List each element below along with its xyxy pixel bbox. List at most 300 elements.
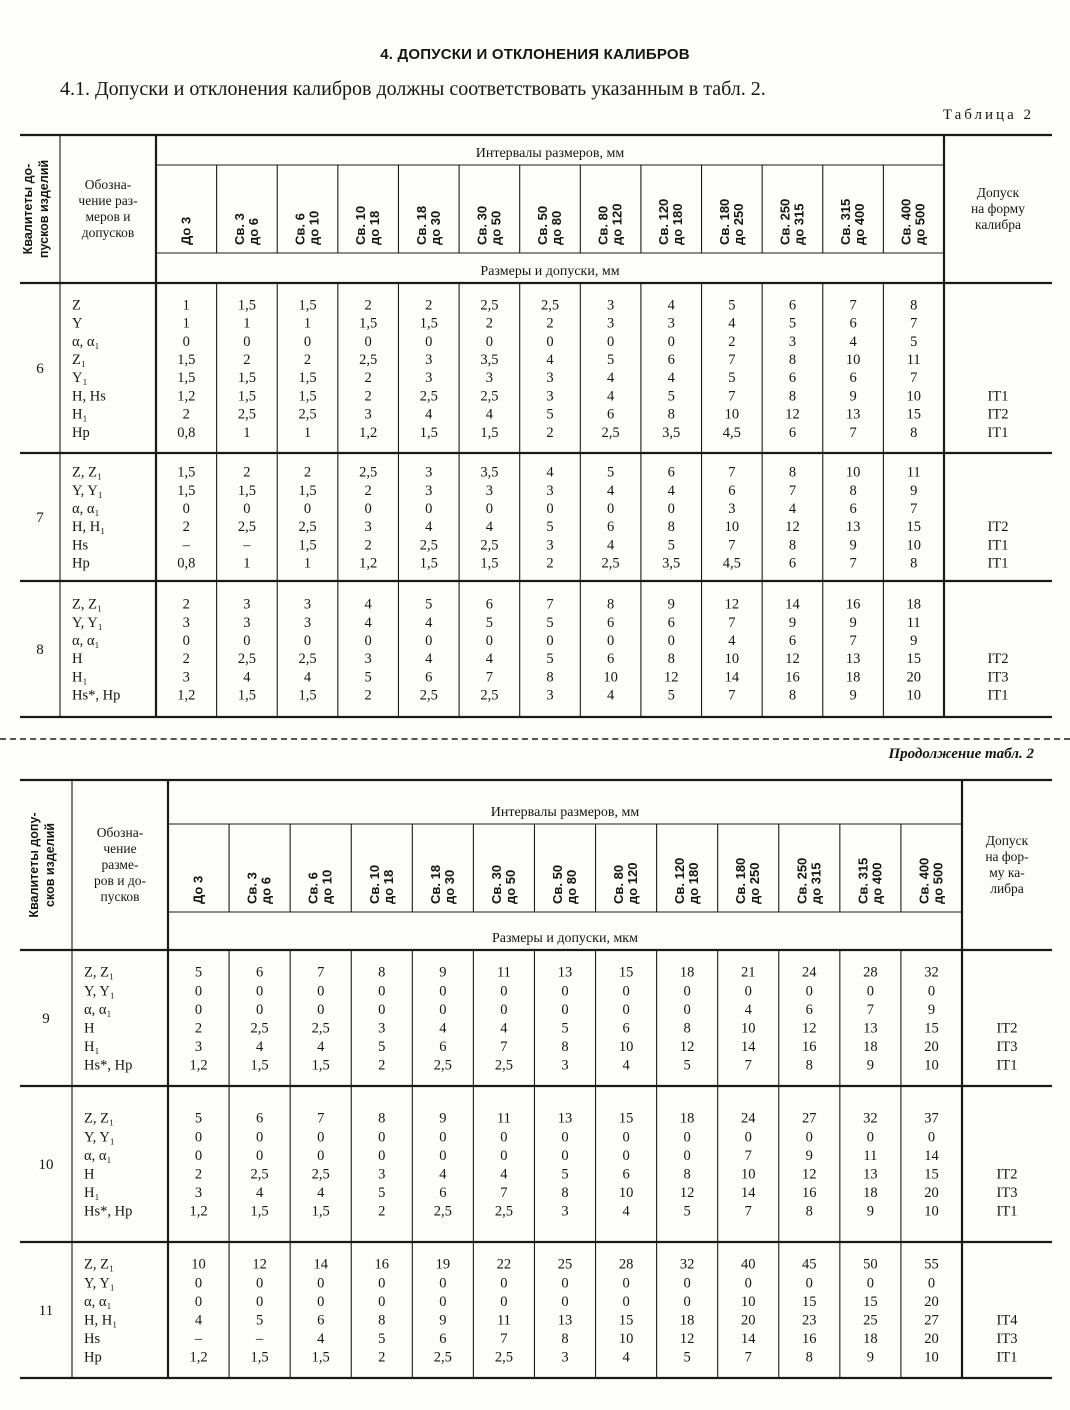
value-cell: 1,5 xyxy=(359,315,378,332)
value-cell: 2,5 xyxy=(298,651,317,668)
value-cell: 0 xyxy=(439,1129,447,1146)
value-cell: 11 xyxy=(863,1147,878,1164)
value-cell: 0 xyxy=(317,983,325,1000)
value-cell: 4 xyxy=(485,651,494,668)
value-cell: 3 xyxy=(303,596,312,613)
value-cell: 10 xyxy=(924,1057,939,1074)
value-cell: 4 xyxy=(485,519,494,536)
designation-cell: α, α₁ xyxy=(84,1001,112,1018)
value-cell: 23 xyxy=(802,1312,817,1329)
header-interval-label: Св. 3 xyxy=(244,872,260,904)
value-cell: 1,5 xyxy=(480,424,499,441)
value-cell: 20 xyxy=(924,1331,939,1348)
value-cell: 2 xyxy=(378,1203,386,1220)
designation-cell: Y, Y₁ xyxy=(84,1129,115,1146)
value-cell: 0 xyxy=(255,1129,264,1146)
header-interval-label: Св. 400 xyxy=(898,198,914,245)
value-cell: 2 xyxy=(364,370,372,387)
value-cell: 2,5 xyxy=(237,519,256,536)
value-cell: 5 xyxy=(364,669,372,686)
value-cell: 5 xyxy=(561,1020,569,1037)
value-cell: 4 xyxy=(425,406,433,423)
header-form-tolerance: Допуск xyxy=(985,833,1029,848)
quality-cell: 10 xyxy=(38,1157,54,1173)
value-cell: 4 xyxy=(788,500,797,517)
form-tolerance-cell: IT2 xyxy=(987,651,1009,668)
value-cell: 0 xyxy=(317,1129,325,1146)
value-cell: 6 xyxy=(788,424,797,441)
header-interval-label: до 400 xyxy=(869,862,885,904)
value-cell: 0 xyxy=(243,500,251,517)
value-cell: 18 xyxy=(679,1312,695,1329)
value-cell: 3 xyxy=(606,297,615,314)
value-cell: 2 xyxy=(546,555,554,572)
value-cell: 0 xyxy=(744,1129,752,1146)
value-cell: 4 xyxy=(317,1331,325,1348)
value-cell: 1,5 xyxy=(237,388,256,405)
designation-cell: Z, Z₁ xyxy=(84,1110,115,1127)
tolerance-table-1-grid xyxy=(20,135,1052,717)
value-cell: 3 xyxy=(425,370,433,387)
value-cell: 4 xyxy=(439,1166,447,1183)
value-cell: 9 xyxy=(849,614,857,631)
value-cell: 2,5 xyxy=(237,406,256,423)
header-interval-label: до 30 xyxy=(427,210,443,245)
value-cell: 4 xyxy=(425,519,433,536)
value-cell: 6 xyxy=(606,406,615,423)
value-cell: 0 xyxy=(182,500,190,517)
value-cell: 0 xyxy=(364,500,372,517)
value-cell: 0 xyxy=(606,632,615,649)
value-cell: 4 xyxy=(243,669,251,686)
designation-cell: Z₁ xyxy=(72,351,86,368)
value-cell: 4 xyxy=(546,464,554,481)
designation-cell: H, H₁ xyxy=(84,1312,118,1329)
value-cell: 1,2 xyxy=(177,687,196,704)
designation-cell: Hp xyxy=(72,424,90,441)
header-quality-label: сков изделий xyxy=(43,823,57,907)
value-cell: 5 xyxy=(606,464,615,481)
value-cell: 0 xyxy=(744,983,752,1000)
value-cell: 3 xyxy=(194,1039,203,1056)
value-cell: 0 xyxy=(546,500,554,517)
value-cell: 0 xyxy=(378,1275,386,1292)
header-interval-label: Св. 6 xyxy=(292,213,308,245)
value-cell: 4 xyxy=(317,1185,325,1202)
value-cell: 4,5 xyxy=(722,555,741,572)
value-cell: 2 xyxy=(303,464,312,481)
header-designation-label: чение xyxy=(103,841,137,856)
value-cell: 10 xyxy=(740,1293,756,1310)
header-designation-label: меров и xyxy=(85,209,131,224)
value-cell: 1,5 xyxy=(298,687,317,704)
designation-cell: H₁ xyxy=(72,406,88,423)
value-cell: 2 xyxy=(546,424,554,441)
form-tolerance-cell: IT1 xyxy=(996,1057,1018,1074)
value-cell: 9 xyxy=(667,596,675,613)
value-cell: 0 xyxy=(546,632,554,649)
value-cell: 2,5 xyxy=(433,1057,452,1074)
value-cell: 3 xyxy=(788,333,797,350)
value-cell: 0 xyxy=(622,1147,630,1164)
value-cell: 15 xyxy=(906,519,921,536)
value-cell: 5 xyxy=(667,687,675,704)
value-cell: 7 xyxy=(849,555,857,572)
value-cell: 4 xyxy=(425,614,433,631)
quality-cell: 9 xyxy=(42,1011,50,1027)
value-cell: 4 xyxy=(606,482,615,499)
value-cell: 1,5 xyxy=(298,482,317,499)
value-cell: 0 xyxy=(378,1001,386,1018)
value-cell: 7 xyxy=(866,1001,875,1018)
value-cell: 3 xyxy=(243,614,251,631)
designation-cell: Z, Z₁ xyxy=(72,464,103,481)
value-cell: 0 xyxy=(364,333,372,350)
header-interval-label: Св. 18 xyxy=(413,205,429,245)
value-cell: 16 xyxy=(785,669,800,686)
value-cell: 11 xyxy=(496,1110,511,1127)
value-cell: 10 xyxy=(191,1256,206,1273)
value-cell: 7 xyxy=(849,297,857,314)
value-cell: 9 xyxy=(927,1001,936,1018)
value-cell: 7 xyxy=(317,1110,325,1127)
value-cell: 3 xyxy=(485,370,494,387)
value-cell: 13 xyxy=(557,964,573,981)
value-cell: 5 xyxy=(788,315,797,332)
value-cell: 4 xyxy=(500,1020,508,1037)
value-cell: 9 xyxy=(910,632,918,649)
value-cell: 3 xyxy=(364,651,372,668)
value-cell: 7 xyxy=(500,1331,508,1348)
value-cell: 12 xyxy=(724,596,740,613)
value-cell: 7 xyxy=(485,669,494,686)
value-cell: 0 xyxy=(255,1001,264,1018)
value-cell: 0 xyxy=(866,1129,875,1146)
value-cell: 8 xyxy=(667,519,675,536)
form-tolerance-cell: IT1 xyxy=(996,1349,1018,1366)
designation-cell: Hp xyxy=(72,555,90,572)
value-cell: 5 xyxy=(378,1185,386,1202)
form-tolerance-cell: IT2 xyxy=(987,519,1009,536)
value-cell: 2,5 xyxy=(494,1057,513,1074)
value-cell: 5 xyxy=(255,1312,264,1329)
value-cell: 1,5 xyxy=(250,1349,269,1366)
quality-cell: 8 xyxy=(36,642,44,658)
value-cell: 28 xyxy=(618,1256,634,1273)
value-cell: 1,5 xyxy=(250,1057,269,1074)
value-cell: 25 xyxy=(557,1256,573,1273)
designation-cell: Hs*, Hp xyxy=(84,1057,133,1074)
value-cell: 0 xyxy=(622,1129,630,1146)
value-cell: 1 xyxy=(182,297,190,314)
value-cell: 5 xyxy=(378,1039,386,1056)
value-cell: 5 xyxy=(546,614,554,631)
value-cell: 1,5 xyxy=(237,297,256,314)
designation-cell: Z, Z₁ xyxy=(72,596,103,613)
value-cell: 8 xyxy=(805,1057,813,1074)
table-continuation-caption: Продолжение табл. 2 xyxy=(888,746,1034,762)
designation-cell: Hs*, Hp xyxy=(72,687,121,704)
header-form-tolerance: на форму xyxy=(971,201,1025,216)
value-cell: 0 xyxy=(683,1275,691,1292)
value-cell: 18 xyxy=(679,1110,695,1127)
designation-cell: H xyxy=(84,1020,95,1037)
value-cell: 10 xyxy=(924,1203,939,1220)
form-tolerance-cell: IT3 xyxy=(996,1331,1018,1348)
value-cell: 4 xyxy=(500,1166,508,1183)
designation-cell: Z, Z₁ xyxy=(84,964,115,981)
value-cell: 2 xyxy=(194,1166,203,1183)
value-cell: 11 xyxy=(906,464,921,481)
designation-cell: Z, Z₁ xyxy=(84,1256,115,1273)
designation-cell: α, α₁ xyxy=(84,1147,112,1164)
form-tolerance-cell: IT1 xyxy=(987,555,1009,572)
value-cell: 2,5 xyxy=(359,464,378,481)
header-interval-label: до 180 xyxy=(670,203,686,245)
form-tolerance-cell: IT1 xyxy=(987,687,1009,704)
value-cell: 6 xyxy=(255,964,264,981)
value-cell: 6 xyxy=(606,614,615,631)
value-cell: 8 xyxy=(378,1312,386,1329)
value-cell: 2 xyxy=(378,1057,386,1074)
value-cell: 4 xyxy=(485,406,494,423)
designation-cell: α, α₁ xyxy=(72,500,100,517)
value-cell: 0 xyxy=(561,1293,569,1310)
value-cell: 0 xyxy=(500,1275,508,1292)
value-cell: 1,2 xyxy=(177,388,196,405)
value-cell: 9 xyxy=(805,1147,813,1164)
value-cell: 6 xyxy=(728,482,736,499)
quality-cell: 7 xyxy=(36,510,44,526)
value-cell: 20 xyxy=(740,1312,756,1329)
value-cell: 27 xyxy=(924,1312,939,1329)
value-cell: 14 xyxy=(785,596,800,613)
value-cell: 6 xyxy=(788,632,797,649)
tolerance-table-2 xyxy=(20,780,1052,1378)
value-cell: 0 xyxy=(927,983,936,1000)
value-cell: 4 xyxy=(317,1039,325,1056)
value-cell: 10 xyxy=(603,669,618,686)
value-cell: 10 xyxy=(906,687,921,704)
page-divider xyxy=(0,738,1070,740)
value-cell: 15 xyxy=(618,1312,634,1329)
designation-cell: Y, Y₁ xyxy=(84,983,115,1000)
value-cell: 5 xyxy=(378,1331,386,1348)
header-designation-label: Обозна- xyxy=(96,825,144,840)
value-cell: 10 xyxy=(618,1331,634,1348)
value-cell: 3 xyxy=(378,1166,386,1183)
designation-cell: H xyxy=(84,1166,95,1183)
value-cell: 8 xyxy=(788,388,797,405)
value-cell: 2,5 xyxy=(311,1020,330,1037)
header-intervals-title: Интервалы размеров, мм xyxy=(490,805,640,820)
header-quality-label: пусков изделий xyxy=(37,159,51,259)
value-cell: 3 xyxy=(194,1185,203,1202)
value-cell: 0 xyxy=(425,333,433,350)
value-cell: 8 xyxy=(910,424,918,441)
value-cell: 37 xyxy=(924,1110,939,1127)
form-tolerance-cell: IT2 xyxy=(996,1020,1018,1037)
value-cell: 0 xyxy=(439,1293,447,1310)
value-cell: 7 xyxy=(744,1057,752,1074)
value-cell: 0 xyxy=(439,1275,447,1292)
form-tolerance-cell: IT1 xyxy=(987,424,1009,441)
value-cell: 13 xyxy=(557,1312,573,1329)
value-cell: 13 xyxy=(557,1110,573,1127)
value-cell: 1,2 xyxy=(359,555,378,572)
quality-cell: 6 xyxy=(36,361,44,377)
value-cell: 6 xyxy=(439,1331,447,1348)
value-cell: 0 xyxy=(561,1129,569,1146)
value-cell: 1 xyxy=(243,555,251,572)
designation-cell: H, Hs xyxy=(72,388,106,405)
header-interval-label: Св. 6 xyxy=(305,872,321,904)
form-tolerance-cell: IT3 xyxy=(996,1185,1018,1202)
header-interval-label: до 120 xyxy=(625,862,641,904)
header-interval-label: Св. 80 xyxy=(611,864,627,904)
designation-cell: Hs xyxy=(84,1331,101,1348)
value-cell: 7 xyxy=(910,500,918,517)
value-cell: 11 xyxy=(496,1312,511,1329)
value-cell: 9 xyxy=(910,482,918,499)
value-cell: 4 xyxy=(606,388,615,405)
value-cell: 12 xyxy=(663,669,679,686)
value-cell: 3 xyxy=(728,500,736,517)
value-cell: 4 xyxy=(728,632,736,649)
value-cell: 3 xyxy=(425,464,433,481)
designation-cell: α, α₁ xyxy=(72,333,100,350)
value-cell: 1,5 xyxy=(298,370,317,387)
header-interval-label: до 180 xyxy=(686,862,702,904)
value-cell: 0 xyxy=(194,1001,203,1018)
value-cell: 2,5 xyxy=(298,519,317,536)
value-cell: 2 xyxy=(364,482,372,499)
value-cell: 16 xyxy=(845,596,861,613)
value-cell: 4 xyxy=(622,1203,630,1220)
value-cell: 6 xyxy=(667,464,675,481)
value-cell: 8 xyxy=(683,1020,691,1037)
value-cell: 4 xyxy=(606,537,615,554)
header-interval-label: до 315 xyxy=(808,862,824,904)
value-cell: 5 xyxy=(606,351,615,368)
value-cell: 21 xyxy=(740,964,756,981)
value-cell: 8 xyxy=(788,464,797,481)
value-cell: 12 xyxy=(679,1185,695,1202)
header-interval-label: до 18 xyxy=(367,210,383,245)
header-designation-label: Обозна- xyxy=(84,177,132,192)
value-cell: 0 xyxy=(303,500,312,517)
header-interval-label: Св. 3 xyxy=(231,213,247,245)
value-cell: 6 xyxy=(485,596,494,613)
value-cell: 2 xyxy=(182,519,190,536)
value-cell: 0 xyxy=(378,1147,386,1164)
value-cell: 8 xyxy=(910,297,918,314)
value-cell: 1 xyxy=(182,315,190,332)
value-cell: 15 xyxy=(802,1293,817,1310)
value-cell: 0,8 xyxy=(177,555,196,572)
header-designation-label: разме- xyxy=(101,857,139,872)
value-cell: 8 xyxy=(788,687,797,704)
value-cell: 19 xyxy=(435,1256,451,1273)
value-cell: 15 xyxy=(863,1293,878,1310)
value-cell: 5 xyxy=(667,537,675,554)
value-cell: 25 xyxy=(863,1312,878,1329)
value-cell: 9 xyxy=(788,614,797,631)
value-cell: 3 xyxy=(425,482,433,499)
value-cell: 2 xyxy=(182,651,190,668)
value-cell: 0 xyxy=(805,1129,813,1146)
value-cell: 0 xyxy=(317,1275,325,1292)
value-cell: 3,5 xyxy=(662,555,681,572)
value-cell: 0 xyxy=(622,1275,630,1292)
value-cell: 10 xyxy=(724,651,740,668)
value-cell: 0 xyxy=(194,983,203,1000)
value-cell: 0 xyxy=(866,1275,875,1292)
value-cell: 13 xyxy=(863,1166,878,1183)
header-designation-label: допусков xyxy=(81,225,135,240)
value-cell: 5 xyxy=(910,333,918,350)
value-cell: 0 xyxy=(927,1129,936,1146)
designation-cell: Hp xyxy=(84,1349,102,1366)
value-cell: 8 xyxy=(546,669,554,686)
designation-cell: Y xyxy=(72,315,83,332)
value-cell: 3 xyxy=(425,351,433,368)
tolerance-table-1 xyxy=(20,135,1052,717)
value-cell: 4,5 xyxy=(722,424,741,441)
header-interval-label: до 500 xyxy=(912,203,928,245)
value-cell: 3 xyxy=(546,537,554,554)
value-cell: 4 xyxy=(255,1039,264,1056)
value-cell: – xyxy=(255,1331,264,1348)
header-designation-label: пусков xyxy=(100,889,140,904)
value-cell: 1,5 xyxy=(419,315,438,332)
value-cell: 6 xyxy=(622,1166,630,1183)
value-cell: 2,5 xyxy=(494,1203,513,1220)
value-cell: 2 xyxy=(364,687,372,704)
value-cell: 3 xyxy=(378,1020,386,1037)
value-cell: 2,5 xyxy=(480,687,499,704)
header-interval-label: Св. 315 xyxy=(855,857,871,904)
value-cell: 5 xyxy=(425,596,433,613)
value-cell: – xyxy=(243,537,251,554)
value-cell: 0 xyxy=(425,500,433,517)
value-cell: 2,5 xyxy=(359,351,378,368)
value-cell: 7 xyxy=(744,1349,752,1366)
value-cell: 7 xyxy=(849,424,857,441)
value-cell: 1,5 xyxy=(311,1203,330,1220)
value-cell: 2 xyxy=(364,388,372,405)
value-cell: 1 xyxy=(243,315,251,332)
value-cell: 0 xyxy=(182,632,190,649)
value-cell: 1,5 xyxy=(177,370,196,387)
value-cell: 2 xyxy=(182,406,190,423)
value-cell: 1,5 xyxy=(298,537,317,554)
value-cell: 4 xyxy=(667,370,675,387)
value-cell: 2 xyxy=(364,537,372,554)
value-cell: 0 xyxy=(606,500,615,517)
value-cell: 10 xyxy=(906,537,921,554)
value-cell: 5 xyxy=(728,370,736,387)
value-cell: 10 xyxy=(724,406,740,423)
value-cell: 0 xyxy=(255,1147,264,1164)
value-cell: 3 xyxy=(485,482,494,499)
value-cell: 8 xyxy=(788,537,797,554)
form-tolerance-cell: IT2 xyxy=(996,1166,1018,1183)
value-cell: 2 xyxy=(194,1020,203,1037)
value-cell: 1,5 xyxy=(177,351,196,368)
value-cell: 4 xyxy=(728,315,736,332)
form-tolerance-cell: IT4 xyxy=(996,1312,1018,1329)
